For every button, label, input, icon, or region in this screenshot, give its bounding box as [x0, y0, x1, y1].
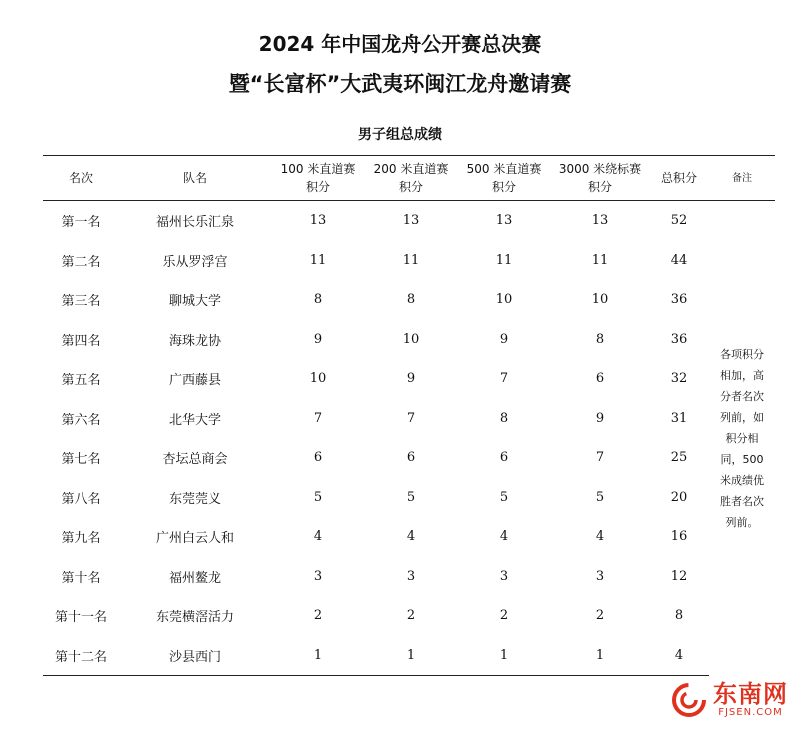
cell-e200: 2 — [406, 608, 416, 624]
table-row — [43, 596, 775, 636]
cell-total: 36 — [670, 331, 688, 347]
table-header-row — [43, 156, 775, 201]
cell-team: 广州白云人和 — [155, 531, 234, 547]
cell-e100: 5 — [313, 489, 323, 505]
cell-total: 36 — [670, 292, 688, 308]
site-watermark — [671, 681, 788, 719]
cell-total: 16 — [670, 529, 688, 545]
cell-e3000: 10 — [591, 292, 609, 308]
cell-team: 沙县西门 — [119, 636, 271, 676]
cell-total: 25 — [670, 450, 688, 466]
cell-e100: 6 — [313, 450, 323, 466]
cell-total: 8 — [674, 608, 684, 624]
cell-e3000: 13 — [591, 213, 609, 229]
cell-rank: 第十名 — [61, 570, 101, 586]
cell-total: 31 — [670, 410, 688, 426]
cell-total: 4 — [649, 636, 709, 676]
cell-e200: 6 — [406, 450, 416, 466]
table-row — [43, 399, 775, 439]
cell-e200: 5 — [406, 489, 416, 505]
cell-total: 12 — [670, 568, 688, 584]
header-remark: 备注 — [709, 156, 775, 201]
cell-e500: 7 — [499, 371, 509, 387]
cell-e200: 11 — [402, 252, 420, 268]
table-row — [43, 557, 775, 597]
cell-rank: 第四名 — [61, 333, 101, 349]
cell-team: 北华大学 — [168, 412, 221, 428]
cell-team: 聊城大学 — [168, 294, 221, 310]
header-100m: 100 米直道赛 积分 — [271, 156, 365, 201]
site-logo-icon — [671, 682, 707, 718]
header-3000m: 3000 米绕标赛 积分 — [551, 156, 649, 201]
cell-e500: 9 — [499, 331, 509, 347]
table-caption: 男子组总成绩 — [358, 127, 442, 143]
cell-e3000: 3 — [595, 568, 605, 584]
cell-e200: 3 — [406, 568, 416, 584]
cell-total: 20 — [670, 489, 688, 505]
cell-e200: 9 — [406, 371, 416, 387]
cell-team: 杏坛总商会 — [162, 452, 228, 468]
cell-team: 乐从罗浮宫 — [162, 254, 228, 270]
cell-e100: 13 — [309, 213, 327, 229]
cell-team: 广西藤县 — [168, 373, 221, 389]
cell-e200: 1 — [365, 636, 457, 676]
cell-rank: 第一名 — [61, 215, 101, 231]
cell-e3000: 11 — [591, 252, 609, 268]
cell-e100: 10 — [309, 371, 327, 387]
cell-e100: 2 — [313, 608, 323, 624]
watermark-url: FJSEN.COM — [718, 707, 783, 718]
results-table — [43, 155, 775, 676]
cell-e200: 13 — [402, 213, 420, 229]
cell-total: 52 — [670, 213, 688, 229]
header-team: 队名 — [119, 156, 271, 201]
cell-rank: 第十二名 — [43, 636, 119, 676]
table-row — [43, 280, 775, 320]
cell-e500: 8 — [499, 410, 509, 426]
cell-e500: 13 — [495, 213, 513, 229]
cell-e500: 2 — [499, 608, 509, 624]
cell-e500: 3 — [499, 568, 509, 584]
cell-rank: 第十一名 — [54, 610, 107, 626]
header-200m: 200 米直道赛 积分 — [365, 156, 457, 201]
table-row — [43, 517, 775, 557]
cell-e3000: 5 — [595, 489, 605, 505]
cell-e500: 4 — [499, 529, 509, 545]
cell-e200: 7 — [406, 410, 416, 426]
cell-rank: 第二名 — [61, 254, 101, 270]
cell-e500: 11 — [495, 252, 513, 268]
cell-e100: 4 — [313, 529, 323, 545]
cell-rank: 第三名 — [61, 294, 101, 310]
cell-team: 东莞莞义 — [168, 491, 221, 507]
cell-e500: 5 — [499, 489, 509, 505]
remark-cell — [709, 201, 775, 676]
table-row — [43, 478, 775, 518]
cell-e200: 10 — [402, 331, 420, 347]
cell-e200: 4 — [406, 529, 416, 545]
header-500m: 500 米直道赛 积分 — [457, 156, 551, 201]
cell-e3000: 7 — [595, 450, 605, 466]
cell-rank: 第六名 — [61, 412, 101, 428]
cell-total: 32 — [670, 371, 688, 387]
cell-e3000: 8 — [595, 331, 605, 347]
cell-e3000: 1 — [551, 636, 649, 676]
cell-e3000: 9 — [595, 410, 605, 426]
cell-team: 福州长乐汇泉 — [155, 215, 234, 231]
cell-total: 44 — [670, 252, 688, 268]
cell-e3000: 4 — [595, 529, 605, 545]
header-total: 总积分 — [649, 156, 709, 201]
cell-e3000: 2 — [595, 608, 605, 624]
cell-e100: 3 — [313, 568, 323, 584]
table-row — [43, 241, 775, 281]
cell-e3000: 6 — [595, 371, 605, 387]
document-title: 2024 年中国龙舟公开赛总决赛 — [258, 32, 542, 56]
cell-e500: 6 — [499, 450, 509, 466]
cell-rank: 第五名 — [61, 373, 101, 389]
table-row — [43, 438, 775, 478]
remark-text: 各项积分相加，高分者名次列前，如积分相同，500米成绩优胜者名次列前。 — [720, 347, 764, 529]
cell-e500: 10 — [495, 292, 513, 308]
cell-e500: 1 — [457, 636, 551, 676]
cell-team: 海珠龙协 — [168, 333, 221, 349]
cell-e200: 8 — [406, 292, 416, 308]
cell-e100: 9 — [313, 331, 323, 347]
cell-e100: 7 — [313, 410, 323, 426]
cell-e100: 8 — [313, 292, 323, 308]
cell-rank: 第九名 — [61, 531, 101, 547]
cell-e100: 11 — [309, 252, 327, 268]
table-row — [43, 636, 775, 676]
table-row — [43, 320, 775, 360]
table-row — [43, 201, 775, 241]
cell-rank: 第八名 — [61, 491, 101, 507]
table-row — [43, 359, 775, 399]
cell-team: 东莞横滘活力 — [155, 610, 234, 626]
header-rank: 名次 — [43, 156, 119, 201]
cell-team: 福州鳌龙 — [168, 570, 221, 586]
cell-rank: 第七名 — [61, 452, 101, 468]
watermark-name: 东南网 — [713, 680, 788, 708]
document-subtitle-title: 暨“长富杯”大武夷环闽江龙舟邀请赛 — [228, 72, 572, 96]
cell-e100: 1 — [271, 636, 365, 676]
